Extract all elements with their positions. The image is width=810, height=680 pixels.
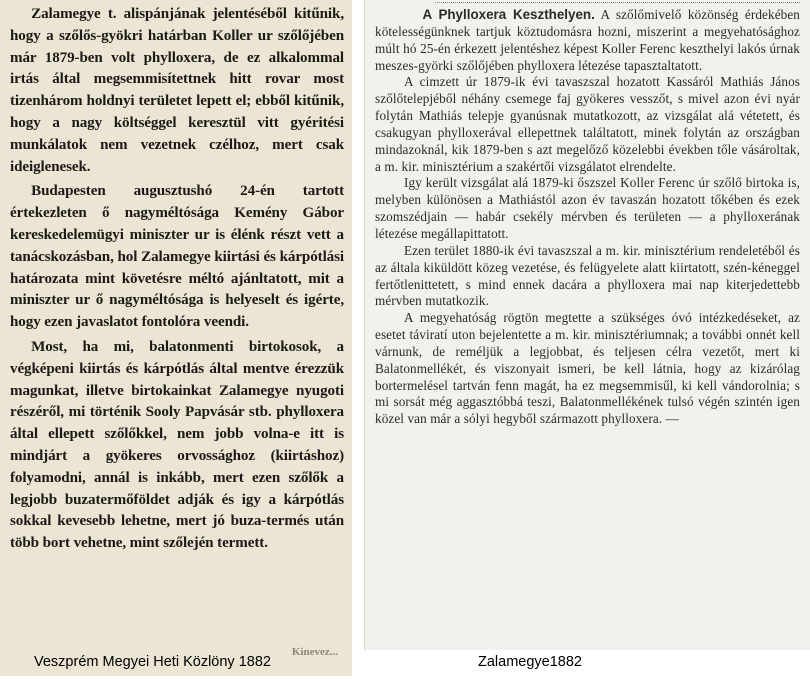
article-title: A Phylloxera Keszthelyen. [422,7,595,22]
right-paragraph-5: A megyehatóság rögtön megtette a szükséges óvó intézkedéseket, az esetet táviratí uton bejelentette a m. kir. minisztériumnak; a további onnét kell várnunk, de reméljük a legjobbat, és teljesen célra vezetőt, mert ki Balatonmellékét, és viszonyait ismeri, be kell látnia, hogy az kizárólag bortermelésel tartván fenn magát, ha ez megsemmisűl, ki kell vándorolnia; s mi sorsát még aggasztóbbá teszi, Balatonmellékének tulsó végén szintén igen közel van már a sólyi hegyből származott phylloxera. — [375,310,800,427]
right-newspaper-clipping [364,0,810,650]
right-paragraph-3: Igy került vizsgálat alá 1879-ki őszszel Koller Ferenc úr szőlő birtoka is, melyben különösen a Mathiástól azon év tavaszán hozatott tőkében és ezek szomszédjain — habár csekély mérvben és területen — a phylloxerának létezése megállapittatott. [375,175,800,241]
archive-stamp: Kinevez... [291,646,338,658]
right-paragraph-4: Ezen terület 1880-ik évi tavaszszal a m. kir. minisztérium rendeletéből és az általa kiküldött közeg vezetése, és felügyelete alatt kiirtatott, szén-kéneggel fertőtlenittetett, s mind ennek dacára a phylloxera mai nap kiterjedettebb mérvben mutatkozik. [375,242,800,309]
left-paragraph-2: Budapesten augusztushó 24-én tartott értekezleten ő nagyméltósága Kemény Gábor kereskedelemügyi miniszter ur is élénk részt vett a tanácskozásban, hol Zalamegye kiirtási és kárpótlási határozata mint követésre méltó ajánltatott, mit a miniszter ur ő nagyméltósága is helyeselt és igérte, hogy ezen javaslatot fontolóra veendi. [10,183,344,331]
caption-left: Veszprém Megyei Heti Közlöny 1882 [34,654,271,670]
right-paragraph-2: A cimzett úr 1879-ik évi tavaszszal hozatott Kassáról Mathiás János szőlőtelepjéből néhány csemege faj gyökeres vesszőt, s mivel azon évi nyár folytán Mathiás telepje gyanúsnak mutatkozott, az vizsgálat alá vétetett, és csakugyan phylloxerával ellepettnek találtatott, minek folytán az országban mindazoknál, kik 1879-ben s azt megelőző közelebbi években tőle vásároltak, a m. kir. minisztérium a szakértői vizsgálatot elrendelte. [375,74,800,174]
left-newspaper-clipping [0,0,352,676]
right-paragraph-1-text: A szőlőmivelő közönség érdekében kötelességünknek tartjuk köztudomásra hozni, miszerint a megyehatósághoz múlt hó 25-én érkezett jelentéshez képest Koller Ferenc keszthelyi lakós úrnak meszes-györki szőlőjében phylloxera létezése tapasztaltatott. [375,7,800,73]
left-paragraph-3: Most, ha mi, balatonmenti birtokosok, a végképeni kiirtás és kárpótlás által mentve érezzük magunkat, illetve birtokainkat Zalamegye nyugoti részéről, mi történik Sooly Papvásár stb. phylloxera által ellepett szőlőkkel, nem jobb volna-e itt is mindjárt a gyökeres orvossághoz (kiirtáshoz) folyamodni, annál is inkább, mert ezen szőlők a legjobb buzatermőföldet adják és igy a kárpótlás sokkal kevesebb lehetne, mert jó buza-termés után több bort vehetne, mint szőlején termett. [10,338,344,552]
caption-right: Zalamegye1882 [478,654,582,670]
right-paragraph-1 [375,7,800,74]
left-paragraph-1: Zalamegye t. alispánjának jelentéséből kitűnik, hogy a szőlős-gyökri határban Koller ur szőlőjében már 1879-ben volt phylloxera, de ez alkalommal irtás által megsemmisítettnek hitt rovar most tizenhárom holdnyi területet lepett el; ebből kitűnik, hogy a nagy költséggel keresztül vitt gyéritési munkálatok nem vezetnek czélhoz, mert csak ideiglenesek. [10,6,344,175]
